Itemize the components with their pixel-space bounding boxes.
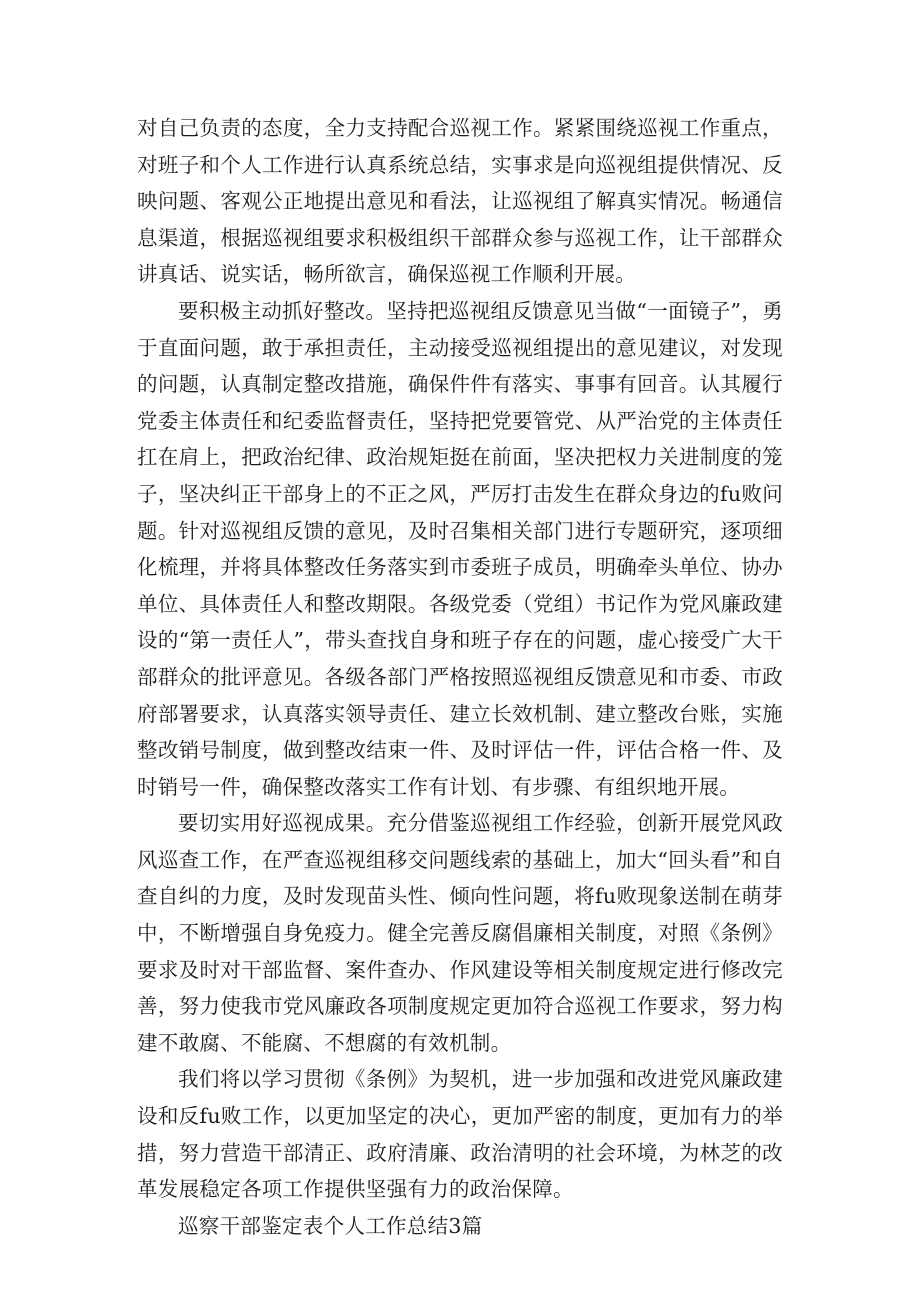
paragraph-continued: 对自己负责的态度，全力支持配合巡视工作。紧紧围绕巡视工作重点，对班子和个人工作进行认真系统总结，实事求是向巡视组提供情况、反映问题、客观公正地提出意见和看法，让巡视组了解真实情况。畅通信息渠道，根据巡视组要求积极组织干部群众参与巡视工作，让干部群众讲真话、说实话，畅所欲言，确保巡视工作顺利开展。	[137, 116, 783, 287]
document-body	[137, 110, 783, 1244]
paragraph-inspection-results: 要切实用好巡视成果。充分借鉴巡视组工作经验，创新开展党风政风巡查工作，在严查巡视组移交问题线索的基础上，加大“回头看”和自查自纠的力度，及时发现苗头性、倾向性问题，将fu败现象送制在萌芽中，不断增强自身免疫力。健全完善反腐倡廉相关制度，对照《条例》要求及时对干部监督、案件查办、作风建设等相关制度规定进行修改完善，努力使我市党风廉政各项制度规定更加符合巡视工作要求，努力构建不敢腐、不能腐、不想腐的有效机制。	[137, 811, 783, 1055]
paragraph-conclusion: 我们将以学习贯彻《条例》为契机，进一步加强和改进党风廉政建设和反fu败工作，以更加坚定的决心，更加严密的制度，更加有力的举措，努力营造干部清正、政府清廉、政治清明的社会环境，为林芝的改革发展稳定各项工作提供坚强有力的政治保障。	[137, 1067, 783, 1202]
next-article-title: 巡察干部鉴定表个人工作总结3篇	[178, 1213, 483, 1238]
paragraph-rectification: 要积极主动抓好整改。坚持把巡视组反馈意见当做“一面镜子”，勇于直面问题，敢于承担责任，主动接受巡视组提出的意见建议，对发现的问题，认真制定整改措施，确保件件有落实、事事有回音。认其履行党委主体责任和纪委监督责任，坚持把党要管党、从严治党的主体责任扛在肩上，把政治纪律、政治规矩挺在前面，坚决把权力关进制度的笼子，坚决纠正干部身上的不正之风，严厉打击发生在群众身边的fu败问题。针对巡视组反馈的意见，及时召集相关部门进行专题研究，逐项细化梳理，并将具体整改任务落实到市委班子成员，明确牵头单位、协办单位、具体责任人和整改期限。各级党委（党组）书记作为党风廉政建设的“第一责任人”，带头查找自身和班子存在的问题，虚心接受广大干部群众的批评意见。各级各部门严格按照巡视组反馈意见和市委、市政府部署要求，认真落实领导责任、建立长效机制、建立整改台账，实施整改销号制度，做到整改结束一件、及时评估一件，评估合格一件、及时销号一件，确保整改落实工作有计划、有步骤、有组织地开展。	[137, 298, 783, 799]
